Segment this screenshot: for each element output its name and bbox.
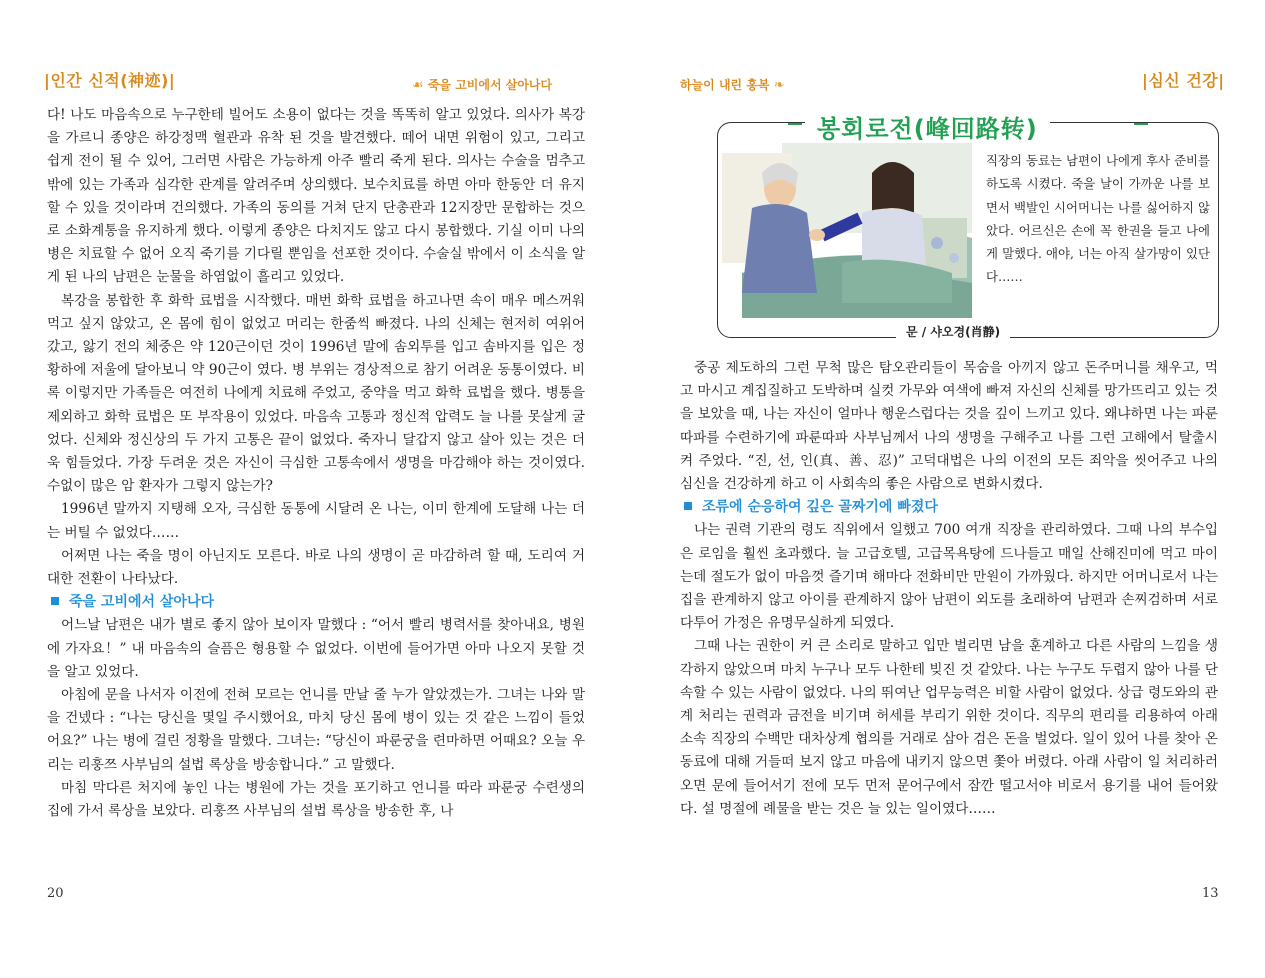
section-heading-text: 조류에 순응하여 깊은 골짜기에 빠졌다 [702, 499, 938, 516]
paragraph: 중공 제도하의 그런 무척 많은 탐오관리들이 목숨을 아끼지 않고 돈주머니를 채우고, 먹고 마시고 계집질하고 도박하며 실컷 가무와 여색에 빠져 자신의 신체를 망가뜨리고 있는 것을 보았을 때, 나는 자신이 얼마나 행운스럽다는 것을 깊이 느끼고 있다. 왜냐하면 나는 파룬따파를 수련하기에 파룬따파 사부님께서 나의 생명을 구해주고 나를 그런 고해에서 탈출시켜 주었다. “진, 선, 인(真、善、忍)” 고덕대법은 나의 이전의 모든 죄악을 씻어주고 나의 심신을 건강하게 하고 이 사회속의 좋은 사람으로 변화시켰다. [680, 360, 1218, 493]
page-number: 20 [47, 886, 64, 901]
square-bullet-icon [684, 502, 692, 510]
body-text [680, 357, 1218, 821]
paragraph: 아침에 문을 나서자 이전에 전혀 모르는 언니를 만날 줄 누가 알았겠는가. 그녀는 나와 말을 건넸다 : “나는 당신을 몇일 주시했어요, 마치 당신 몸에 병이 있는 것 같은 느낌이 들었어요?” 나는 병에 걸린 정황을 말했다. 그녀는: “당신이 파룬궁을 련마하면 어때요? 오늘 우리는 리훙쯔 사부님의 설법 록상을 방송합니다.” 고 말했다. [47, 687, 585, 773]
feature-credit: 문 / 샤오경(肖静) [896, 323, 1010, 340]
square-bullet-icon [51, 597, 59, 605]
paragraph: 복강을 봉합한 후 화학 료법을 시작했다. 매번 화학 료법을 하고나면 속이 매우 메스꺼워 먹고 싶지 않았고, 온 몸에 힘이 없었고 머리는 한줌씩 빠졌다. 나의 신체는 현저히 여위어 갔고, 앓기 전의 체중은 약 120근이던 것이 1996년 말에 솜외투를 입고 솜바지를 입은 정황하에 저울에 달아보니 약 90근이 였다. 병 부위는 경상적으로 참기 어려운 동통이였다. 비록 이렇지만 가족들은 여전히 나에게 치료해 주었고, 중약을 먹고 화학 료법을 했다. 병통을 제외하고 화학 료법은 또 부작용이 있었다. 마음속 고통과 정신적 압력도 늘 나를 못살게 굴었다. 신체와 정신상의 두 가지 고통은 끝이 없었다. 죽자니 달갑지 않고 살아 있는 것은 더욱 힘들었다. 가장 두려운 것은 자신이 극심한 고통속에서 생명을 마감해야 하는 것이였다. 수없이 많은 암 환자가 그렇지 않는가? [47, 292, 585, 495]
paragraph: 1996년 말까지 지탱해 오자, 극심한 동통에 시달려 온 나는, 이미 한계에 도달해 나는 더는 버틸 수 없었다…… [47, 501, 585, 541]
page-number: 13 [1202, 886, 1219, 901]
paragraph: 다! 나도 마음속으로 누구한테 빌어도 소용이 없다는 것을 똑똑히 알고 있었다. 의사가 복강을 가르니 종양은 하강정맥 혈관과 유착 된 것을 발견했다. 떼어 내면 위험이 있고, 그리고 쉽게 전이 될 수 있어, 그러면 사람은 가능하게 아주 빨리 죽게 된다. 의사는 수술을 멈추고 밖에 있는 가족과 심각한 관계를 알려주며 상의했다. 보수치료를 하면 아마 한동안 더 유지할 수 있을 것이라며 건의했다. 가족의 동의를 거쳐 단지 단총관과 12지장만 문합하는 것으로 소화계통을 유지하게 했다. 이렇게 종양은 다치지도 않고 다시 봉합했다. 기실 이미 나의 병은 치료할 수 없어 오직 죽기를 기다릴 뿐임을 선포한 것이다. 수술실 밖에서 이 소식을 알게 된 나의 남편은 눈물을 하염없이 흘리고 있었다. [47, 107, 585, 286]
article-title-text: 죽을 고비에서 살아나다 [427, 78, 553, 92]
paragraph: 어느날 남편은 내가 별로 좋지 않아 보이자 말했다 : “어서 빨리 병력서를 찾아내요, 병원에 가자요！” 내 마음속의 슬픔은 형용할 수 없었다. 이번에 들어가면 아마 나오지 못할 것을 알고 있었다. [47, 617, 585, 680]
section-label: |심신 건강| [1142, 71, 1225, 90]
feature-title: 봉회로전(峰回路转) [805, 109, 1050, 144]
article-title-text: 하늘이 내린 홍복 [680, 78, 770, 92]
paragraph: 그때 나는 권한이 커 큰 소리로 말하고 입만 벌리면 남을 훈계하고 다른 사람의 느낌을 생각하지 않았으며 마치 누구나 모두 나한테 빚진 것 같았다. 나는 누구도 두렵지 않아 나를 단속할 수 있는 사람이 없었다. 나의 뛰여난 업무능력은 비할 사람이 없었다. 상급 령도와의 관계 처리는 권력과 금전을 비기며 허세를 부리기 위한 것이다. 직무의 편리를 리용하여 아래 소속 직장의 수백만 대차상계 협의를 거래로 삼아 검은 돈을 벌었다. 일이 있어 나를 찾아 온 동료에 대해 거들떠 보지 않고 마음에 내키지 않으면 쫓아 버렸다. 아래 사람이 일 처리하러 오면 문에 들어서기 전에 모두 먼저 문어구에서 잠깐 떨고서야 비로서 용기를 내어 들어왔다. 설 명절에 례물을 받는 것은 늘 있는 일이였다…… [680, 638, 1218, 817]
section-heading [47, 591, 585, 614]
article-title-header [680, 76, 785, 93]
title-dash-right [1134, 123, 1148, 125]
left-page [0, 0, 632, 978]
body-text [47, 104, 585, 823]
ornament-icon: ☙ [412, 78, 424, 93]
paragraph: 나는 권력 기관의 령도 직위에서 일했고 700 여개 직장을 관리하였다. 그때 나의 부수입은 로임을 훨씬 초과했다. 늘 고급호텔, 고급목욕탕에 드나들고 매일 산해진미에 먹고 마이는데 절도가 없이 마음껏 즐기며 해마다 전화비만 만원이 가까웠다. 하지만 어머니로서 나는 집을 관계하지 않고 아이를 관계하지 않아 남편이 외도를 초래하여 남편과 손찌검하며 서로 다투어 가정은 유명무실하게 되였다. [680, 522, 1218, 632]
feature-excerpt: 직장의 동료는 남편이 나에게 후사 준비를 하도록 시켰다. 죽을 날이 가까운 나를 보면서 백발인 시어머니는 나를 싫어하지 않았다. 어르신은 손에 꼭 한권을 들고 나에게 말했다. 애야, 너는 아직 살가망이 있단다…… [986, 153, 1210, 285]
paragraph: 어쩌면 나는 죽을 명이 아닌지도 모른다. 바로 나의 생명이 곧 마감하려 할 때, 도리여 거대한 전환이 나타났다. [47, 547, 585, 588]
feature-box [717, 115, 1219, 339]
right-page [632, 0, 1265, 978]
illustration-image [722, 143, 972, 318]
title-dash-left [788, 123, 802, 125]
ornament-icon: ❧ [773, 78, 785, 93]
section-heading-text: 죽을 고비에서 살아나다 [69, 594, 214, 611]
paragraph: 마침 막다른 처지에 놓인 나는 병원에 가는 것을 포기하고 언니를 따라 파룬궁 수련생의 집에 가서 록상을 보았다. 리훙쯔 사부님의 설법 록상을 방송한 후, 나 [47, 779, 585, 820]
section-heading [680, 496, 1218, 519]
section-label: |인간 신적(神迹)| [44, 71, 176, 90]
article-title-header [412, 76, 552, 93]
